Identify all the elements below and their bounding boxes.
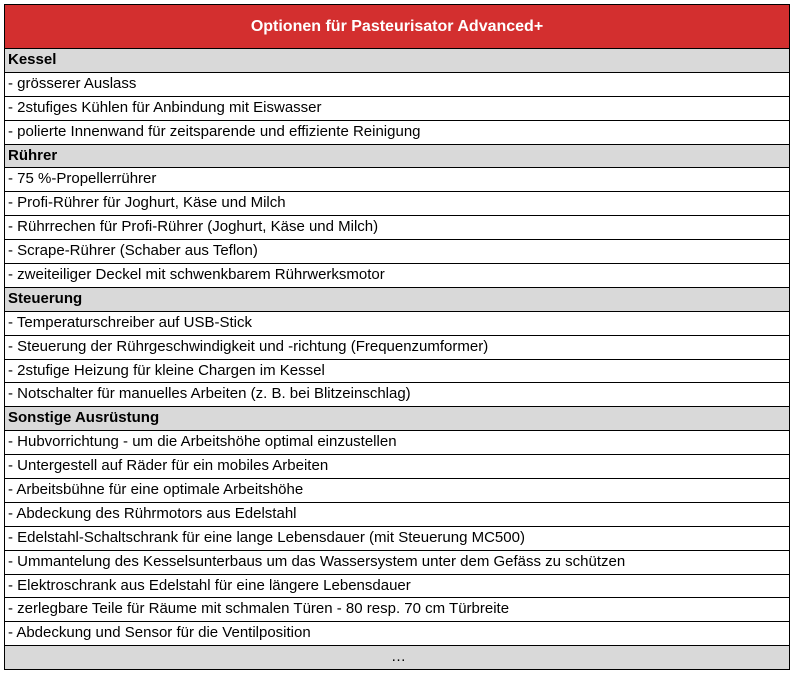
table-row: - Hubvorrichtung - um die Arbeitshöhe optimal einzustellen	[5, 431, 789, 455]
table-row: - Profi-Rührer für Joghurt, Käse und Milch	[5, 192, 789, 216]
table-row: - Rührrechen für Profi-Rührer (Joghurt, Käse und Milch)	[5, 216, 789, 240]
table-row: - zweiteiliger Deckel mit schwenkbarem Rührwerksmotor	[5, 264, 789, 288]
table-row: - 75 %-Propellerrührer	[5, 168, 789, 192]
table-row: - Temperaturschreiber auf USB-Stick	[5, 312, 789, 336]
table-row: - Scrape-Rührer (Schaber aus Teflon)	[5, 240, 789, 264]
table-row: - Elektroschrank aus Edelstahl für eine längere Lebensdauer	[5, 575, 789, 599]
table-row: - Arbeitsbühne für eine optimale Arbeitshöhe	[5, 479, 789, 503]
table-row: - grösserer Auslass	[5, 73, 789, 97]
table-row: - Edelstahl-Schaltschrank für eine lange Lebensdauer (mit Steuerung MC500)	[5, 527, 789, 551]
table-footer-ellipsis: …	[5, 646, 789, 670]
table-row: - Untergestell auf Räder für ein mobiles Arbeiten	[5, 455, 789, 479]
table-row: - 2stufiges Kühlen für Anbindung mit Eiswasser	[5, 97, 789, 121]
table-row: - Ummantelung des Kesselsunterbaus um das Wassersystem unter dem Gefäss zu schützen	[5, 551, 789, 575]
table-row: - Steuerung der Rührgeschwindigkeit und -richtung (Frequenzumformer)	[5, 336, 789, 360]
section-heading-kessel: Kessel	[5, 49, 789, 73]
table-title: Optionen für Pasteurisator Advanced+	[5, 4, 789, 49]
options-table	[4, 4, 790, 670]
table-row: - zerlegbare Teile für Räume mit schmalen Türen - 80 resp. 70 cm Türbreite	[5, 598, 789, 622]
table-row: - polierte Innenwand für zeitsparende und effiziente Reinigung	[5, 121, 789, 145]
table-row: - Abdeckung und Sensor für die Ventilposition	[5, 622, 789, 646]
table-row: - 2stufige Heizung für kleine Chargen im Kessel	[5, 360, 789, 384]
section-heading-ruehrer: Rührer	[5, 145, 789, 169]
table-row: - Notschalter für manuelles Arbeiten (z. B. bei Blitzeinschlag)	[5, 383, 789, 407]
section-heading-sonstige-ausruestung: Sonstige Ausrüstung	[5, 407, 789, 431]
section-heading-steuerung: Steuerung	[5, 288, 789, 312]
table-row: - Abdeckung des Rührmotors aus Edelstahl	[5, 503, 789, 527]
